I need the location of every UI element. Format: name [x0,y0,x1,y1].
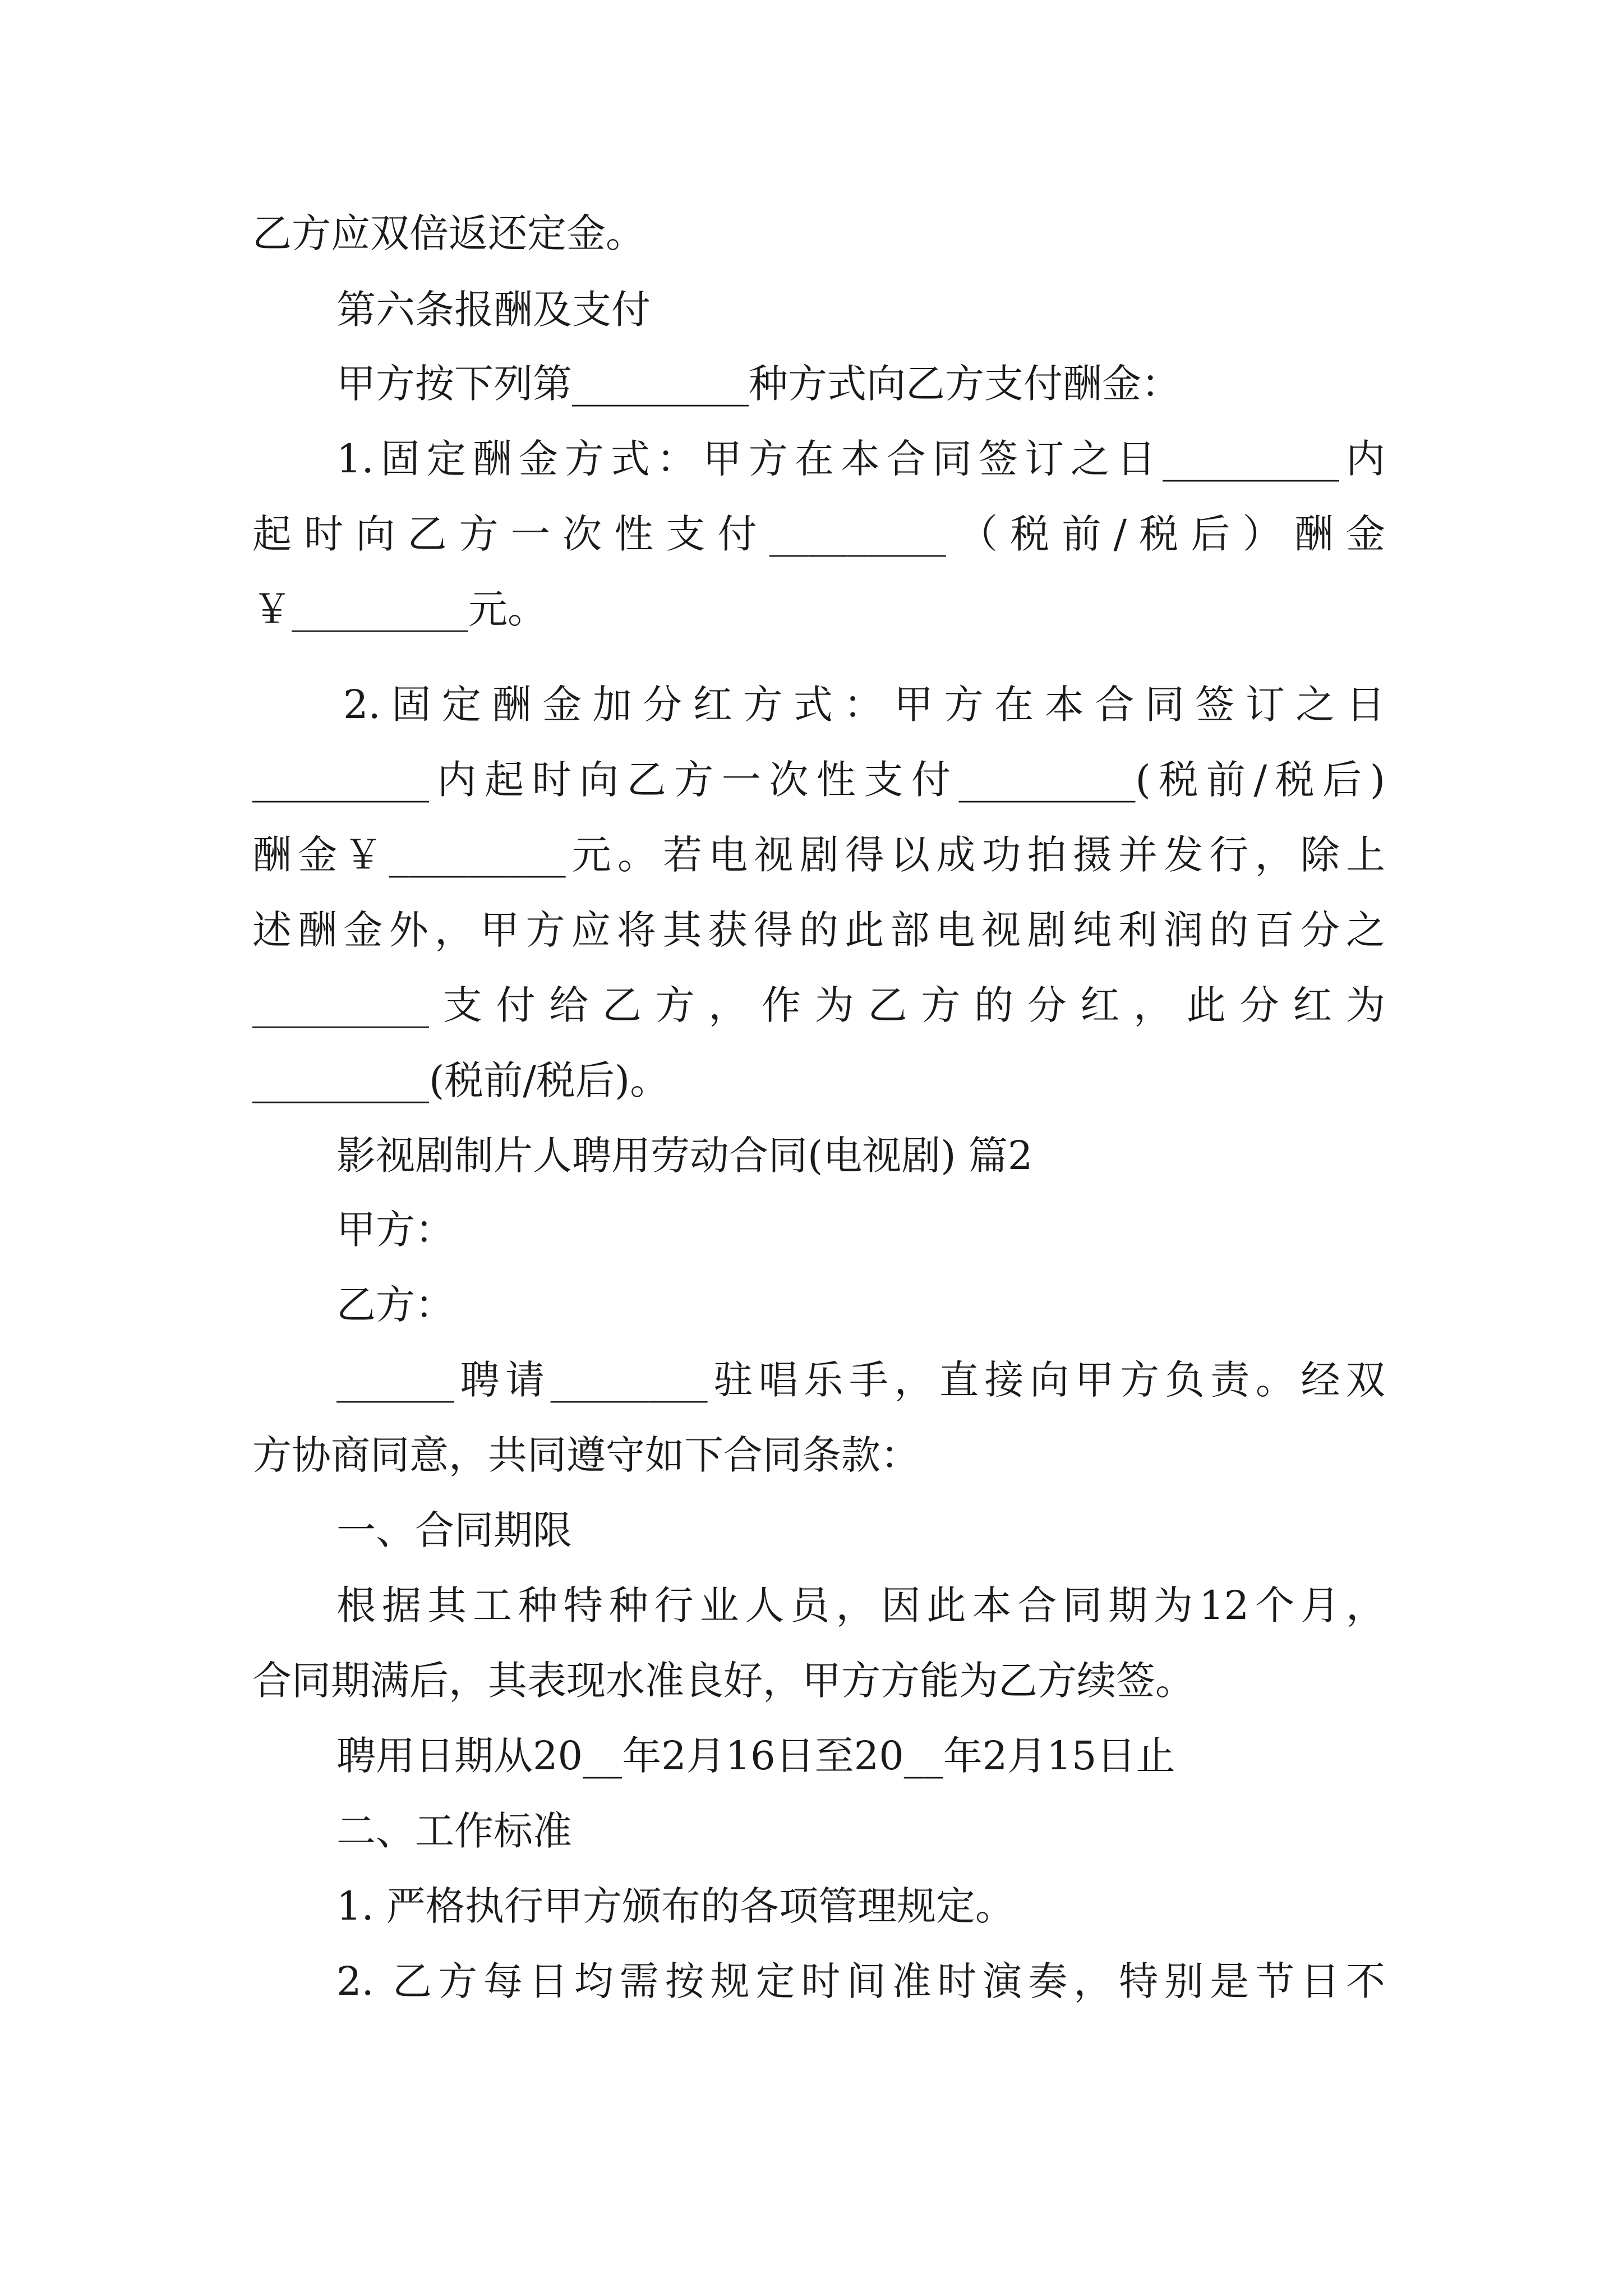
party-b-label: 乙方： [336,1282,454,1328]
text-line: 方协商同意，共同遵守如下合同条款： [252,1432,920,1478]
text-line: ______聘请________驻唱乐手，直接向甲方负责。经双 [336,1357,1385,1403]
text-line: 述酬金外，甲方应将其获得的此部电视剧纯利润的百分之 [252,907,1385,953]
section-heading: 一、合同期限 [336,1507,572,1553]
text-line: ￥_________元。 [252,586,547,632]
text-line: 酬金￥_________元。若电视剧得以成功拍摄并发行，除上 [252,832,1385,878]
text-line: 起时向乙方一次性支付_________（税前/税后）酬金 [252,511,1385,557]
text-line: 合同期满后，其表现水准良好，甲方方能为乙方续签。 [252,1658,1195,1704]
section-heading: 第六条报酬及支付 [336,287,651,333]
document-title: 影视剧制片人聘用劳动合同(电视剧) 篇2 [336,1133,1033,1179]
text-line: _________内起时向乙方一次性支付_________(税前/税后) [252,757,1385,803]
text-line: 1.固定酬金方式：甲方在本合同签订之日_________内 [336,436,1385,482]
text-line: 根据其工种特种行业人员，因此本合同期为12个月， [336,1582,1385,1628]
section-heading: 二、工作标准 [336,1808,572,1854]
text-line: 2.固定酬金加分红方式：甲方在本合同签订之日 [343,682,1385,728]
text-line: 甲方按下列第_________种方式向乙方支付酬金： [336,361,1181,407]
party-a-label: 甲方： [336,1207,454,1253]
text-line: _________支付给乙方，作为乙方的分红，此分红为 [252,982,1385,1028]
text-line: 乙方应双倍返还定金。 [252,210,645,256]
text-line: _________(税前/税后)。 [252,1057,670,1103]
text-line: 聘用日期从20__年2月16日至20__年2月15日止 [336,1733,1175,1779]
list-item: 2. 乙方每日均需按规定时间准时演奏，特别是节日不 [336,1958,1385,2004]
list-item: 1. 严格执行甲方颁布的各项管理规定。 [336,1883,1015,1929]
